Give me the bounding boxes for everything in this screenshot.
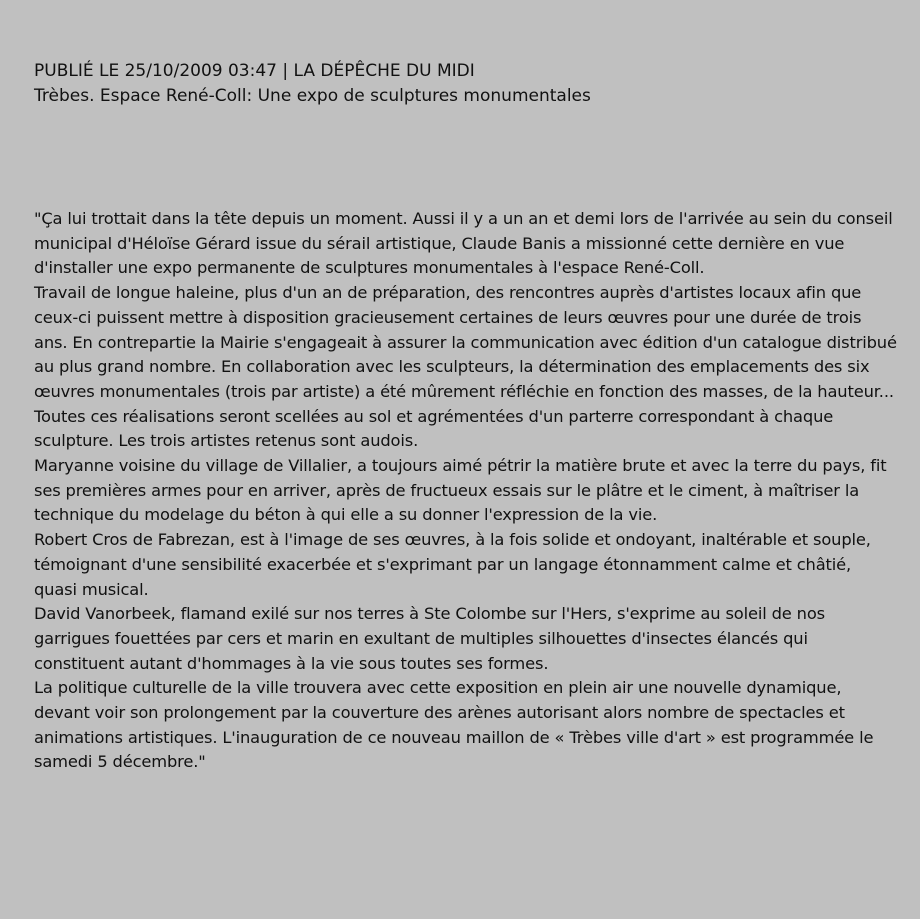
article-paragraph: Travail de longue haleine, plus d'un an de préparation, des rencontres auprès d'artistes locaux afin que ceux-ci puissent mettre à disposition gracieusement certaines de leurs œuvres pour une durée de trois ans. En contrepartie la Mairie s'engageait à assurer la communication avec édition d'un catalogue distribué au plus grand nombre. En collaboration avec les sculpteurs, la détermination des emplacements des six œuvres monumentales (trois par artiste) a été mûrement réfléchie en fonction des masses, de la hauteur... [34,283,897,401]
article-paragraph: Maryanne voisine du village de Villalier, a toujours aimé pétrir la matière brute et avec la terre du pays, fit ses premières armes pour en arriver, après de fructueux essais sur le plâtre et le ciment, à maîtriser la technique du modelage du béton à qui elle a su donner l'expression de la vie. [34,456,887,525]
article-headline: Trèbes. Espace René-Coll: Une expo de sculptures monumentales [34,86,591,106]
article-paragraph: Toutes ces réalisations seront scellées au sol et agrémentées d'un parterre correspondant à chaque sculpture. Les trois artistes retenus sont audois. [34,406,834,451]
article-paragraph: "Ça lui trottait dans la tête depuis un moment. Aussi il y a un an et demi lors de l'arrivée au sein du conseil municipal d'Héloïse Gérard issue du sérail artistique, Claude Banis a missionné cette dernière en vue d'installer une expo permanente de sculptures monumentales à l'espace René-Coll. [34,209,893,278]
article-paragraph: Robert Cros de Fabrezan, est à l'image de ses œuvres, à la fois solide et ondoyant, inaltérable et souple, témoignant d'une sensibilité exacerbée et s'exprimant par un langage étonnamment calme et châtié, quasi musical. [34,530,871,599]
article-body [34,207,898,775]
article-paragraph: David Vanorbeek, flamand exilé sur nos terres à Ste Colombe sur l'Hers, s'exprime au soleil de nos garrigues fouettées par cers et marin en exultant de multiples silhouettes d'insectes élancés qui constituent autant d'hommages à la vie sous toutes ses formes. [34,604,825,673]
publication-line: PUBLIÉ LE 25/10/2009 03:47 | LA DÉPÊCHE DU MIDI [34,61,475,81]
article-paragraph: La politique culturelle de la ville trouvera avec cette exposition en plein air une nouvelle dynamique, devant voir son prolongement par la couverture des arènes autorisant alors nombre de spectacles et animations artistiques. L'inauguration de ce nouveau maillon de « Trèbes ville d'art » est programmée le samedi 5 décembre." [34,678,874,772]
article-page [34,59,898,775]
